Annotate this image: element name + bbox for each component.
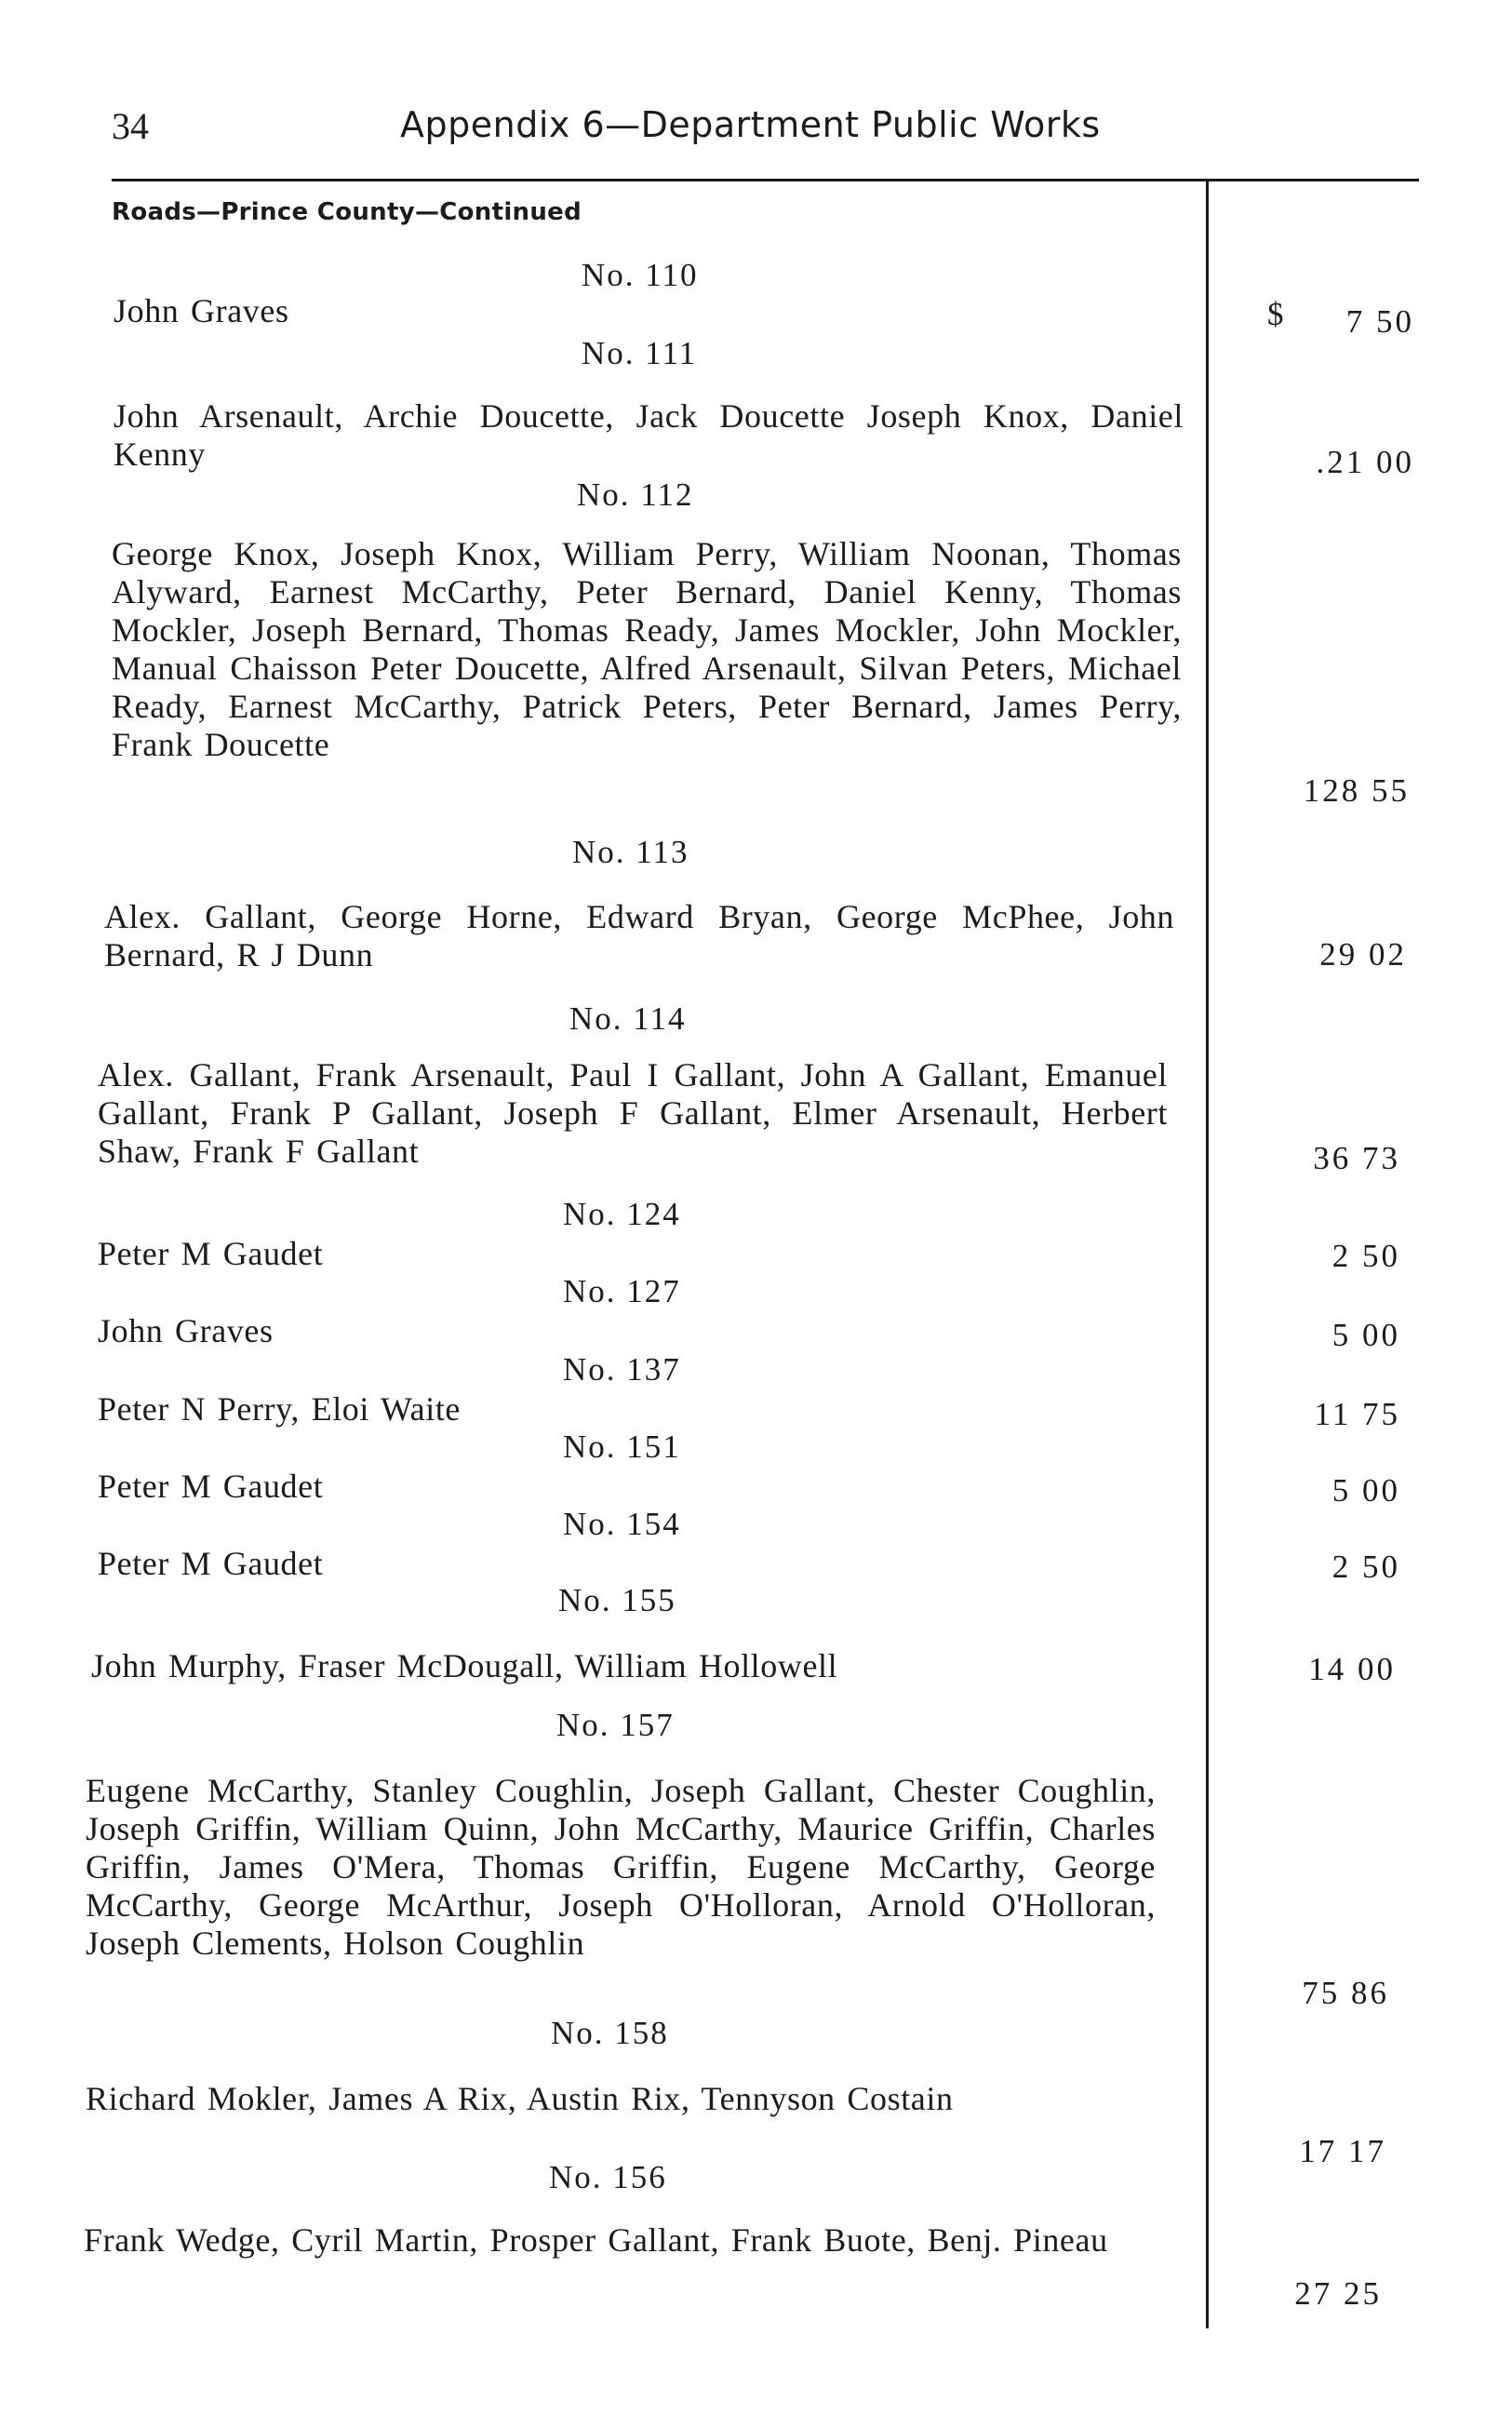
entry-amount: 128 55 (1303, 772, 1410, 809)
entry-number: No. 137 (563, 1351, 681, 1388)
section-heading: Roads—Prince County—Continued (112, 198, 582, 226)
entry-names: Frank Wedge, Cyril Martin, Prosper Gallant, Frank Buote, Benj. Pineau (84, 2221, 1108, 2259)
entry-amount: 7 50 (1345, 303, 1414, 340)
entry-amount: 27 25 (1294, 2275, 1382, 2312)
entry-number: No. 114 (569, 1000, 687, 1037)
entry-number: No. 113 (572, 834, 689, 870)
entry-amount: 14 00 (1308, 1651, 1396, 1687)
entry-number: No. 158 (551, 2015, 669, 2051)
entry-amount: 2 50 (1331, 1238, 1400, 1274)
entry-amount: 36 73 (1313, 1140, 1400, 1176)
entry-number: No. 112 (577, 476, 694, 513)
entry-amount: 2 50 (1331, 1549, 1400, 1585)
entry-names: Peter M Gaudet (98, 1545, 324, 1582)
entry-number: No. 151 (563, 1429, 681, 1465)
entry-names: Eugene McCarthy, Stanley Coughlin, Joseph Gallant, Chester Coughlin, Joseph Griffin, William Quinn, John McCarthy, Maurice Griffin, Charles Griffin, James O'Mera, Thomas Griffin, Eugene McCarthy, George McCarthy, George McArthur, Joseph O'Holloran, Arnold O'Holloran, Joseph Clements, Holson Coughlin (86, 1772, 1156, 1962)
currency-symbol: $ (1267, 296, 1287, 332)
page-title: Appendix 6—Department Public Works (400, 104, 1101, 145)
entry-number: No. 157 (556, 1707, 675, 1743)
entry-amount: 5 00 (1331, 1317, 1400, 1353)
entry-names: John Graves (98, 1312, 274, 1349)
entry-number: No. 127 (563, 1273, 681, 1309)
entry-amount: 17 17 (1299, 2133, 1386, 2169)
entry-names: John Arsenault, Archie Doucette, Jack Doucette Joseph Knox, Daniel Kenny (114, 397, 1184, 473)
entry-number: No. 156 (549, 2159, 667, 2195)
entry-amount: .21 00 (1316, 444, 1414, 480)
page-number: 34 (112, 105, 149, 147)
entry-names: Alex. Gallant, George Horne, Edward Bryan, George McPhee, John Bernard, R J Dunn (104, 898, 1174, 973)
entry-names: Alex. Gallant, Frank Arsenault, Paul I Gallant, John A Gallant, Emanuel Gallant, Frank P Gallant, Joseph F Gallant, Elmer Arsenault, Herbert Shaw, Frank F Gallant (98, 1056, 1168, 1170)
entry-number: No. 110 (582, 257, 699, 293)
entry-amount: 29 02 (1319, 936, 1407, 973)
entry-number: No. 155 (558, 1582, 676, 1618)
entry-names: Peter M Gaudet (98, 1235, 324, 1272)
entry-amount: 75 86 (1302, 1975, 1389, 2011)
entry-amount: 5 00 (1331, 1472, 1400, 1509)
entry-names: John Murphy, Fraser McDougall, William Hollowell (91, 1647, 838, 1684)
entry-number: No. 111 (582, 335, 698, 371)
entry-names: Richard Mokler, James A Rix, Austin Rix, Tennyson Costain (86, 2080, 954, 2117)
entry-names: John Graves (114, 292, 289, 329)
entry-amount: 11 75 (1314, 1396, 1400, 1432)
entry-names: Peter M Gaudet (98, 1468, 324, 1505)
entry-number: No. 154 (563, 1506, 681, 1542)
entry-names: Peter N Perry, Eloi Waite (98, 1390, 462, 1428)
entry-names: George Knox, Joseph Knox, William Perry, William Noonan, Thomas Alyward, Earnest McCarthy, Peter Bernard, Daniel Kenny, Thomas Mockler, Joseph Bernard, Thomas Ready, James Mockler, John Mockler, Manual Chaisson Peter Doucette, Alfred Arsenault, Silvan Peters, Michael Ready, Earnest McCarthy, Patrick Peters, Peter Bernard, James Perry, Frank Doucette (112, 535, 1182, 763)
entry-number: No. 124 (563, 1196, 681, 1232)
